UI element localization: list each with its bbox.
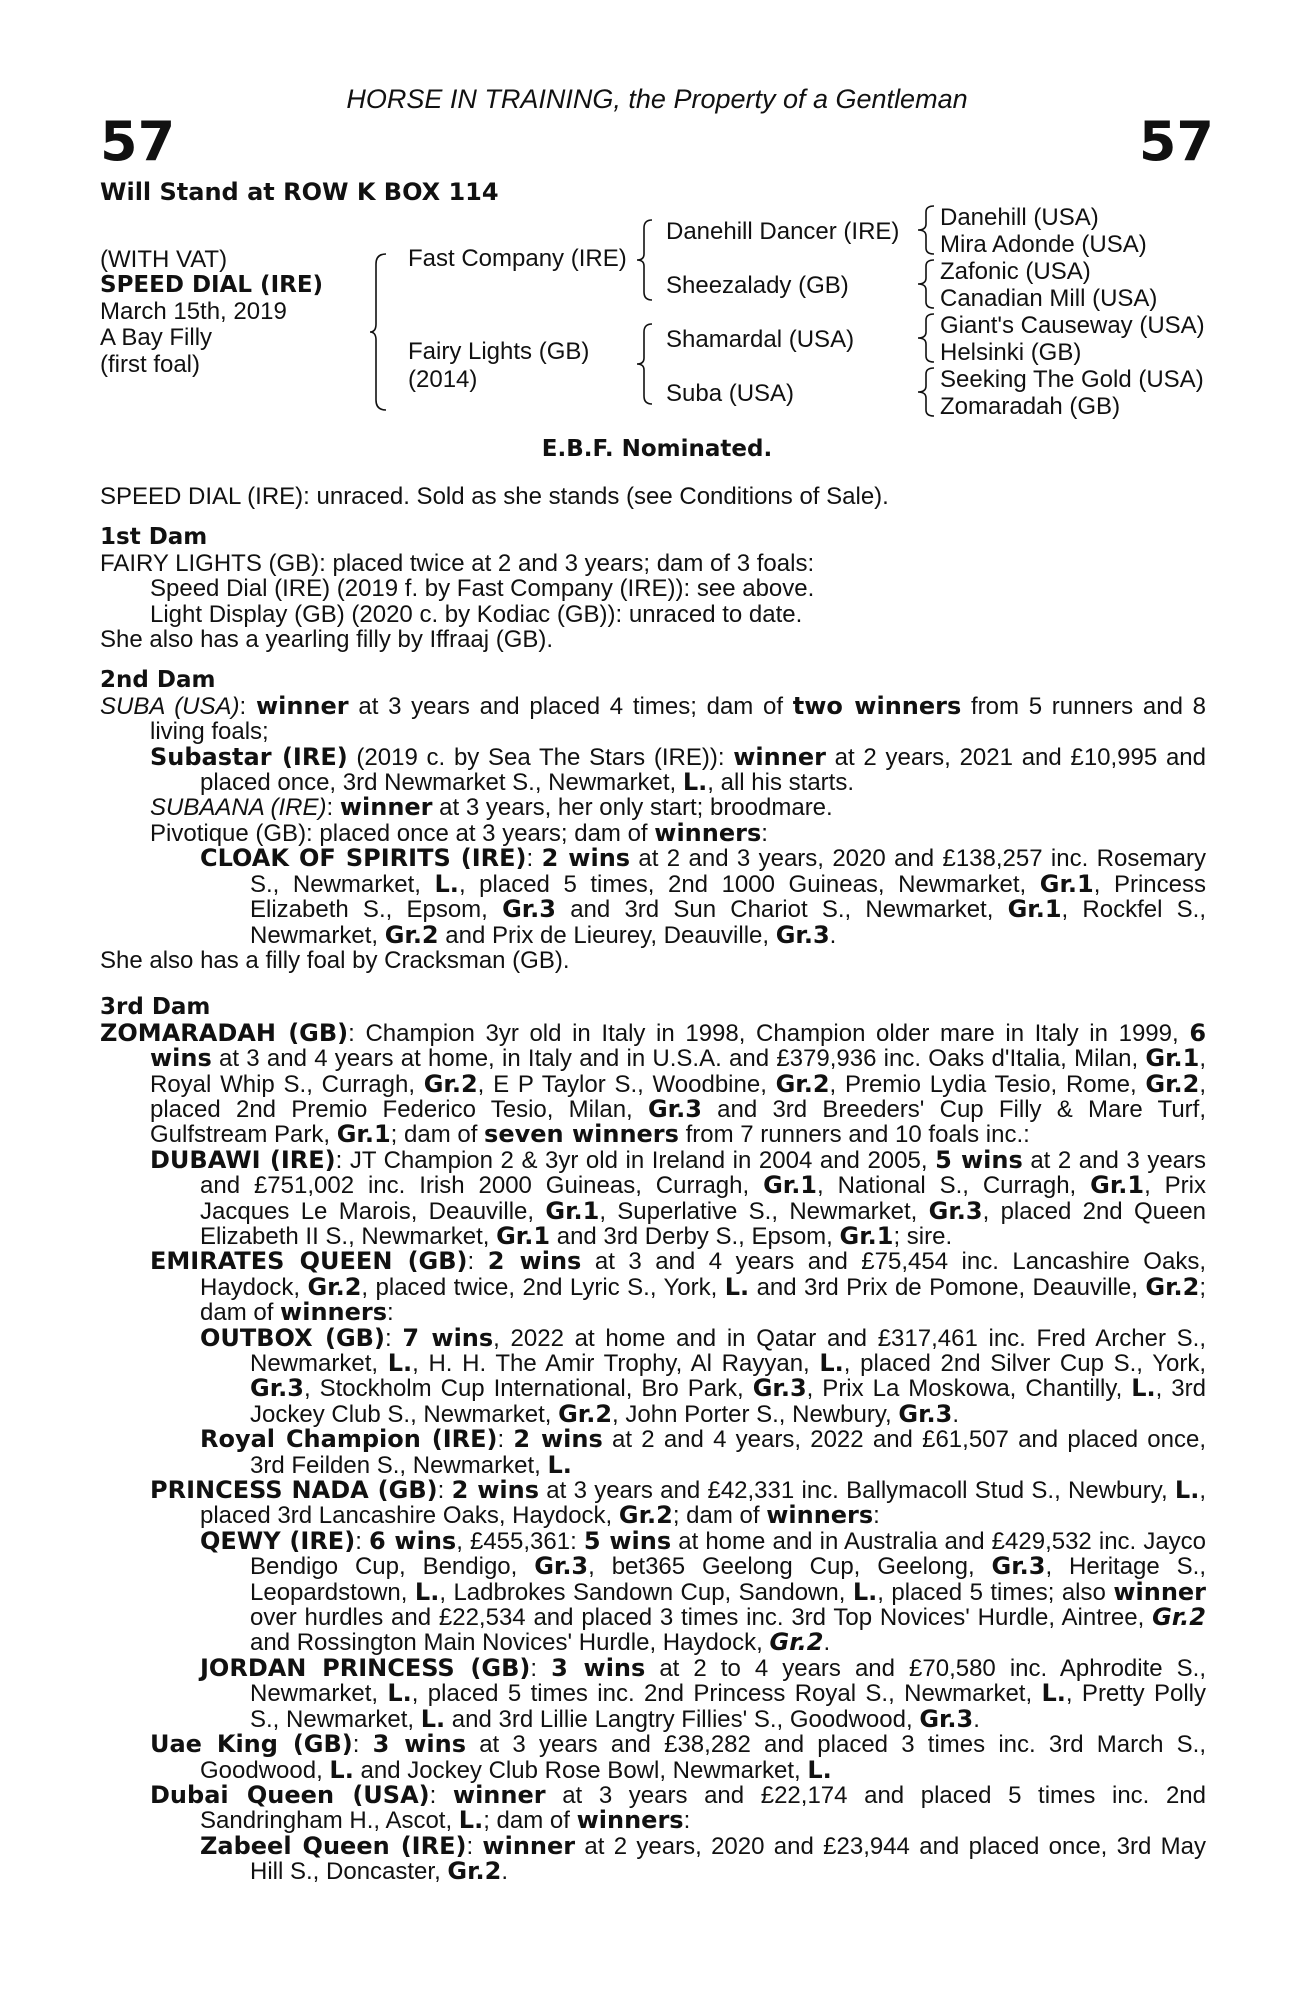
third-dam-heading: 3rd Dam	[100, 994, 211, 1021]
lot-number-left: 57	[100, 110, 176, 173]
pedigree-g3-4: Canadian Mill (USA)	[940, 285, 1158, 312]
horse-description: A Bay Filly	[100, 324, 213, 351]
second-dam-heading: 2nd Dam	[100, 667, 216, 694]
produce-outbox: OUTBOX (GB): 7 wins, 2022 at home and in Qatar and £317,461 inc. Fred Archer S., Newmarket, L., H. H. The Amir Trophy, Al Rayyan, L., placed 2nd Silver Cup S., York, Gr.3, Stockholm Cup International, Bro Park, Gr.3, Prix La Moskowa, Chantilly, L., 3rd Jockey Club S., Newmarket, Gr.2, John Porter S., Newbury, Gr.3.	[200, 1323, 1207, 1428]
pedigree-brace-dam	[634, 322, 656, 406]
stand-location: Will Stand at ROW K BOX 114	[100, 178, 499, 206]
first-dam-line: FAIRY LIGHTS (GB): placed twice at 2 and 3 years; dam of 3 foals:	[100, 549, 815, 577]
horse-name: SPEED DIAL (IRE)	[100, 272, 324, 298]
pedigree-dam-sire: Shamardal (USA)	[666, 326, 855, 353]
ebf-nominated: E.B.F. Nominated.	[541, 436, 773, 462]
third-dam-zomaradah: ZOMARADAH (GB): Champion 3yr old in Italy in 1998, Champion older mare in Italy in 1999, 6 wins at 3 and 4 years at home, in Italy and in U.S.A. and £379,936 inc. Oaks d'Italia, Milan, Gr.1, Royal Whip S., Curragh, Gr.2, E P Taylor S., Woodbine, Gr.2, Premio Lydia Tesio, Rome, Gr.2, placed 2nd Premio Federico Tesio, Milan, Gr.3 and 3rd Breeders' Cup Filly & Mare Turf, Gulfstream Park, Gr.1; dam of seven winners from 7 runners and 10 foals inc.:	[100, 1018, 1207, 1149]
produce-zabeel-queen: Zabeel Queen (IRE): winner at 2 years, 2020 and £23,944 and placed once, 3rd May Hill S., Doncaster, Gr.2.	[200, 1831, 1206, 1886]
pedigree-g3-1: Danehill (USA)	[940, 204, 1099, 231]
produce-uae-king: Uae King (GB): 3 wins at 3 years and £38,282 and placed 3 times inc. 3rd March S., Goodwood, L. and Jockey Club Rose Bowl, Newmarket, L.	[150, 1730, 1206, 1784]
lot-number-right: 57	[1138, 110, 1214, 173]
summary-line: SPEED DIAL (IRE): unraced. Sold as she stands (see Conditions of Sale).	[100, 483, 889, 510]
horse-dob: March 15th, 2019	[100, 298, 287, 325]
pedigree-dam: Fairy Lights (GB)	[408, 338, 590, 365]
pedigree-brace-g3-3	[914, 312, 938, 364]
pedigree-dam-year: (2014)	[408, 366, 478, 393]
pedigree-brace-main	[368, 252, 390, 412]
second-dam-suba: SUBA (USA): winner at 3 years and placed 4 times; dam of two winners from 5 runners and 8 living foals;	[100, 691, 1207, 746]
foal-speed-dial: Speed Dial (IRE) (2019 f. by Fast Company (IRE)): see above.	[150, 575, 815, 603]
first-dam-also: She also has a yearling filly by Iffraaj (GB).	[100, 626, 554, 654]
pedigree-g3-8: Zomaradah (GB)	[940, 393, 1121, 420]
produce-dubai-queen: Dubai Queen (USA): winner at 3 years and £22,174 and placed 5 times inc. 2nd Sandringham H., Ascot, L.; dam of winners:	[150, 1780, 1206, 1835]
foal-light-display: Light Display (GB) (2020 c. by Kodiac (GB)): unraced to date.	[150, 600, 803, 628]
produce-emirates-queen: EMIRATES QUEEN (GB): 2 wins at 3 and 4 years and £75,454 inc. Lancashire Oaks, Haydock, Gr.2, placed twice, 2nd Lyric S., York, L. and 3rd Prix de Pomone, Deauville, Gr.2; dam of winners:	[150, 1247, 1206, 1327]
produce-princess-nada: PRINCESS NADA (GB): 2 wins at 3 years and £42,331 inc. Ballymacoll Stud S., Newbury, L., placed 3rd Lancashire Oaks, Haydock, Gr.2; dam of winners:	[150, 1476, 1207, 1530]
pedigree-g3-3: Zafonic (USA)	[940, 258, 1091, 285]
horse-note: (first foal)	[100, 351, 201, 378]
produce-subastar: Subastar (IRE) (2019 c. by Sea The Stars (IRE)): winner at 2 years, 2021 and £10,995 and placed once, 3rd Newmarket S., Newmarket, L., all his starts.	[150, 742, 1206, 797]
pedigree-dam-dam: Suba (USA)	[666, 380, 795, 407]
pedigree-sire-dam: Sheezalady (GB)	[666, 272, 849, 299]
produce-qewy: QEWY (IRE): 6 wins, £455,361: 5 wins at home and in Australia and £429,532 inc. Jayco Bendigo Cup, Bendigo, Gr.3, bet365 Geelong Cup, Geelong, Gr.3, Heritage S., Leopardstown, L., Ladbrokes Sandown Cup, Sandown, L., placed 5 times; also winner over hurdles and £22,534 and placed 3 times inc. 3rd Top Novices' Hurdle, Aintree, Gr.2 and Rossington Main Novices' Hurdle, Haydock, Gr.2.	[200, 1526, 1207, 1657]
produce-pivotique: Pivotique (GB): placed once at 3 years; dam of winners:	[150, 818, 768, 847]
produce-royal-champion: Royal Champion (IRE): 2 wins at 2 and 4 years, 2022 and £61,507 and placed once, 3rd Feilden S., Newmarket, L.	[200, 1425, 1207, 1479]
page-header-title: HORSE IN TRAINING, the Property of a Gentleman	[346, 84, 968, 114]
pedigree-g3-2: Mira Adonde (USA)	[940, 231, 1147, 258]
produce-cloak-of-spirits: CLOAK OF SPIRITS (IRE): 2 wins at 2 and 3 years, 2020 and £138,257 inc. Rosemary S., Newmarket, L., placed 5 times, 2nd 1000 Guineas, Newmarket, Gr.1, Princess Elizabeth S., Epsom, Gr.3 and 3rd Sun Chariot S., Newmarket, Gr.1, Rockfel S., Newmarket, Gr.2 and Prix de Lieurey, Deauville, Gr.3.	[200, 844, 1206, 949]
vat-note: (WITH VAT)	[100, 246, 228, 273]
pedigree-sire-sire: Danehill Dancer (IRE)	[666, 218, 900, 245]
pedigree-g3-6: Helsinki (GB)	[940, 339, 1082, 366]
produce-dubawi: DUBAWI (IRE): JT Champion 2 & 3yr old in Ireland in 2004 and 2005, 5 wins at 2 and 3 years and £751,002 inc. Irish 2000 Guineas, Curragh, Gr.1, National S., Curragh, Gr.1, Prix Jacques Le Marois, Deauville, Gr.1, Superlative S., Newmarket, Gr.3, placed 2nd Queen Elizabeth II S., Newmarket, Gr.1 and 3rd Derby S., Epsom, Gr.1; sire.	[150, 1145, 1207, 1250]
pedigree-brace-sire	[634, 218, 656, 302]
pedigree-g3-7: Seeking The Gold (USA)	[940, 366, 1204, 393]
pedigree-brace-g3-1	[914, 204, 938, 256]
pedigree-sire: Fast Company (IRE)	[408, 245, 627, 272]
pedigree-brace-g3-2	[914, 258, 938, 310]
catalogue-body	[100, 484, 1206, 1885]
produce-jordan-princess: JORDAN PRINCESS (GB): 3 wins at 2 to 4 years and £70,580 inc. Aphrodite S., Newmarket, L., placed 5 times inc. 2nd Princess Royal S., Newmarket, L., Pretty Polly S., Newmarket, L. and 3rd Lillie Langtry Fillies' S., Goodwood, Gr.3.	[200, 1653, 1207, 1733]
pedigree-g3-5: Giant's Causeway (USA)	[940, 312, 1205, 339]
produce-subaana: SUBAANA (IRE): winner at 3 years, her only start; broodmare.	[150, 793, 833, 822]
second-dam-also: She also has a filly foal by Cracksman (GB).	[100, 946, 570, 974]
first-dam-heading: 1st Dam	[100, 524, 208, 551]
pedigree-brace-g3-4	[914, 366, 938, 418]
